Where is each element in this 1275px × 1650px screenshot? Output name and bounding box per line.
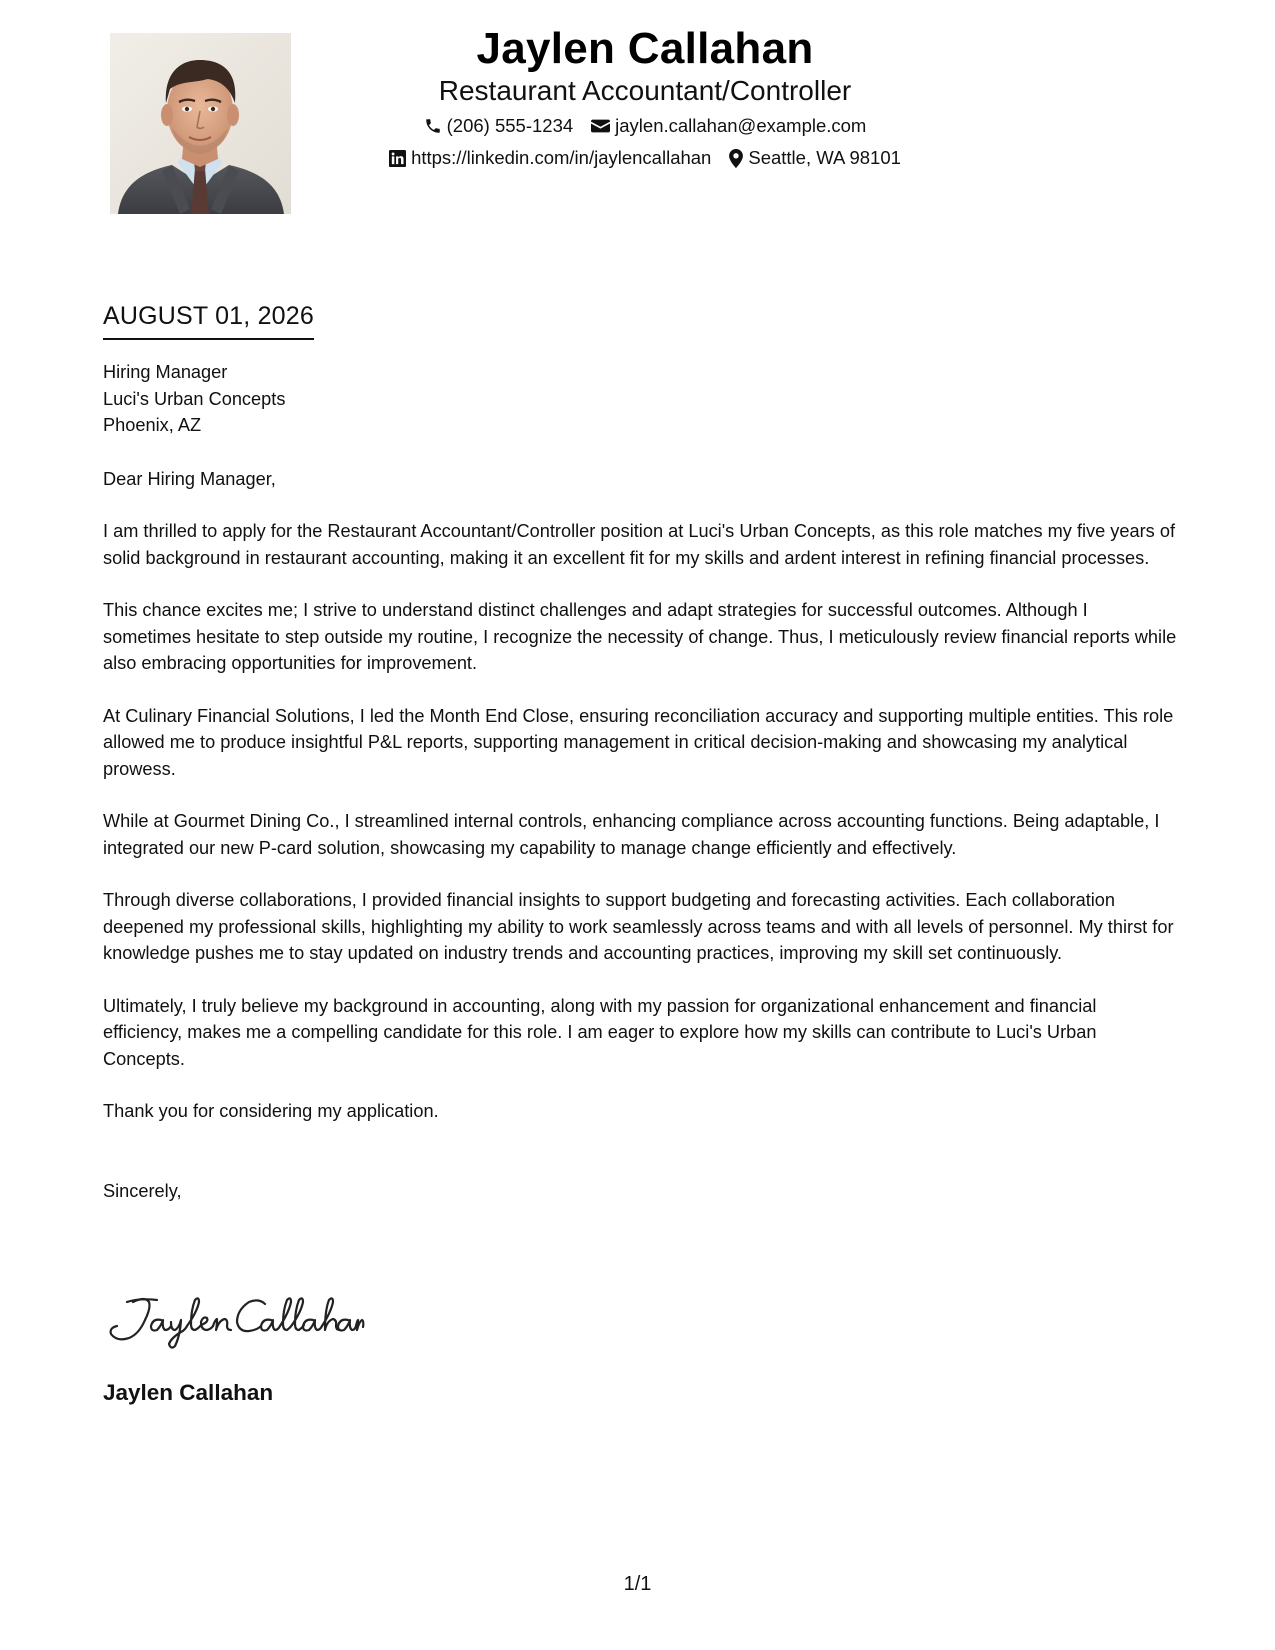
- body-paragraph: Thank you for considering my application.: [103, 1101, 439, 1121]
- contact-location: [729, 146, 901, 170]
- linkedin-text: https://linkedin.com/in/jaylencallahan: [411, 147, 712, 168]
- recipient-line: Hiring Manager: [103, 362, 228, 382]
- body-paragraph: Through diverse collaborations, I provided financial insights to support budgeting and forecasting activities. Each collaboration deepened my professional skills, highlighting my ability to work seamlessly across teams and with all levels of personnel. My thirst for knowledge pushes me to stay updated on industry trends and accounting practices, improving my skill set continuously.: [103, 890, 1174, 963]
- recipient-line: Luci's Urban Concepts: [103, 388, 286, 409]
- body-paragraph: Ultimately, I truly believe my background in accounting, along with my passion for organizational enhancement and financial efficiency, makes me a compelling candidate for this role. I am eager to explore how my skills can contribute to Luci's Urban Concepts.: [103, 995, 1097, 1069]
- applicant-name: Jaylen Callahan: [476, 24, 814, 73]
- body-paragraph: While at Gourmet Dining Co., I streamlined internal controls, enhancing compliance across accounting functions. Being adaptable, I integrated our new P-card solution, showcasing my capability to manage change efficiently and effectively.: [103, 811, 1160, 858]
- phone-text: (206) 555-1234: [446, 115, 574, 136]
- letter-body: [103, 359, 1178, 1204]
- recipient-line: Phoenix, AZ: [103, 415, 202, 435]
- signature-image: [105, 1290, 365, 1350]
- signer-name: Jaylen Callahan: [103, 1380, 274, 1405]
- location-text: Seattle, WA 98101: [748, 147, 901, 168]
- contact-linkedin[interactable]: [389, 146, 711, 170]
- body-paragraph: I am thrilled to apply for the Restaurant Accountant/Controller position at Luci's Urban Concepts, as this role matches my five years of solid background in restaurant accounting, making it an excellent fit for my skills and ardent interest in refining financial processes.: [103, 521, 1175, 568]
- resume-header: [320, 22, 970, 170]
- profile-photo: [110, 33, 291, 214]
- contact-phone: [424, 114, 574, 138]
- letter-date-block: [103, 300, 314, 340]
- linkedin-icon: [389, 150, 406, 167]
- recipient-block: [103, 359, 1178, 439]
- body-paragraph: At Culinary Financial Solutions, I led the Month End Close, ensuring reconciliation accuracy and supporting multiple entities. This role allowed me to produce insightful P&L reports, supporting management in critical decision-making and showcasing my analytical prowess.: [103, 705, 1174, 779]
- applicant-title: Restaurant Accountant/Controller: [438, 75, 852, 106]
- contact-email[interactable]: [591, 114, 866, 138]
- page-number: 1/1: [623, 1573, 652, 1595]
- closing: Sincerely,: [103, 1180, 182, 1201]
- contact-row-2: [320, 146, 970, 170]
- handwritten-signature: [105, 1290, 365, 1350]
- email-text: jaylen.callahan@example.com: [615, 115, 867, 136]
- profile-photo-image: [110, 33, 291, 214]
- phone-icon: [424, 117, 442, 135]
- contact-row-1: [320, 114, 970, 138]
- map-pin-icon: [729, 149, 743, 168]
- body-paragraph: This chance excites me; I strive to understand distinct challenges and adapt strategies for successful outcomes. Although I sometimes hesitate to step outside my routine, I recognize the necessity of change. Thus, I meticulously review financial reports while also embracing opportunities for improvement.: [103, 600, 1177, 673]
- letter-date: AUGUST 01, 2026: [103, 300, 314, 340]
- envelope-icon: [591, 118, 610, 134]
- greeting: Dear Hiring Manager,: [103, 468, 276, 489]
